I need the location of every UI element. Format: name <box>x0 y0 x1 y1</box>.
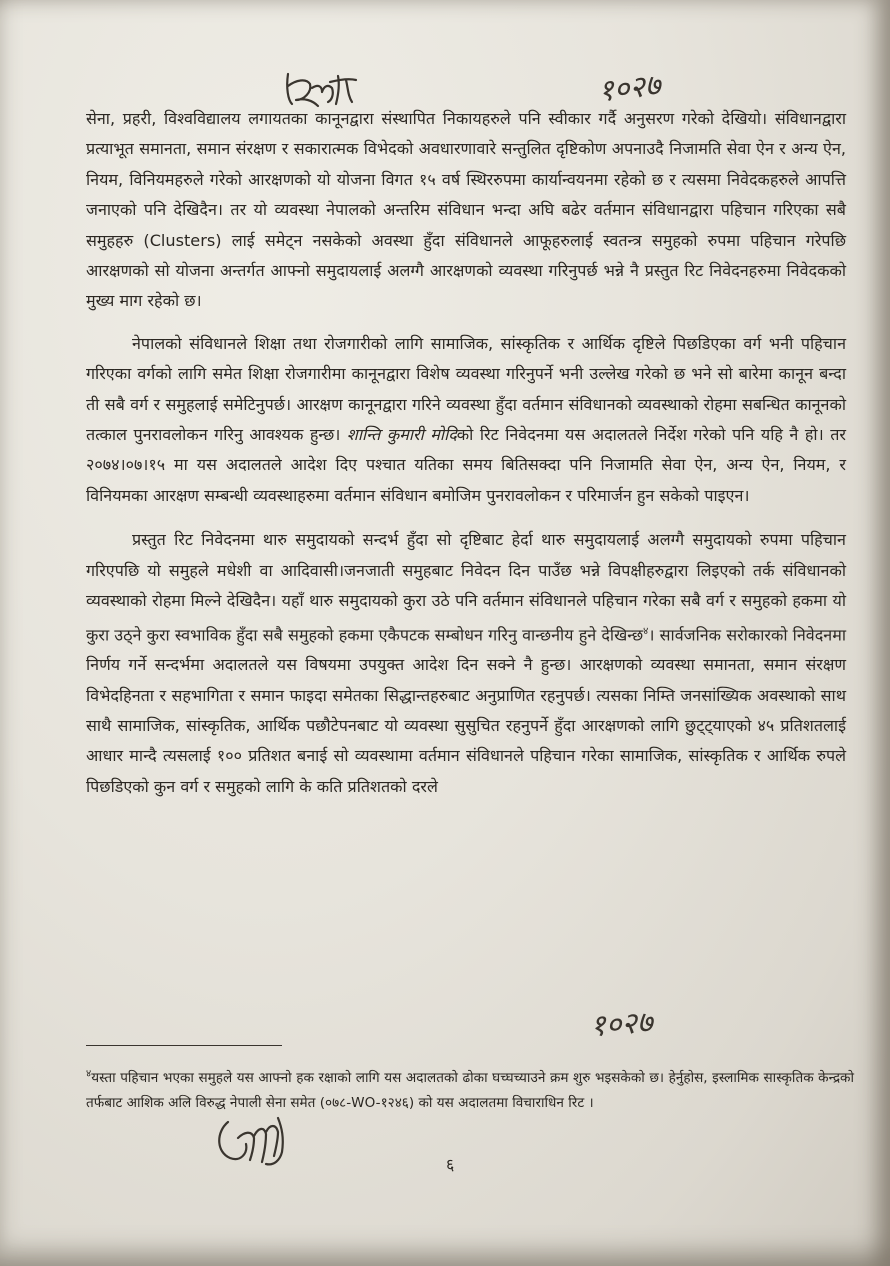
footnote-text: यस्ता पहिचान भएका समुहले यस आफ्नो हक रक्षाको लागि यस अदालतको ढोका घच्घच्याउने क्रम शुरु भइसकेको छ। हेर्नुहोस, इस्लामिक सास्कृतिक केन्द्रको तर्फबाट आशिक अलि विरुद्ध नेपाली सेना समेत (०७८-WO-१२४६) को यस अदालतमा विचाराधिन रिट । <box>86 1070 855 1111</box>
paragraph-2-text: नेपालको संविधानले शिक्षा तथा रोजगारीको लागि सामाजिक, सांस्कृतिक र आर्थिक दृष्टिले पिछडिएका वर्ग भनी पहिचान गरिएका वर्गको लागि समेत शिक्षा रोजगारीमा कानूनद्वारा विशेष व्यवस्था गरिनुपर्ने भनी उल्लेख गरेको छ भने सो बारेमा कानून बन्दा ती सबै वर्ग र समुहलाई समेटिनुपर्छ। आरक्षण कानूनद्वारा गरिने व्यवस्था हुँदा वर्तमान संविधानको व्यवस्थाको रोहमा सबन्धित कानूनको तत्काल पुनरावलोकन गरिनु आवश्यक हुन्छ। <box>86 333 847 445</box>
footnote-divider <box>86 1045 282 1046</box>
page-number: ६ <box>446 1155 455 1174</box>
paragraph-2 <box>86 329 846 511</box>
handwritten-page-number-top: १०२७ <box>596 67 663 110</box>
footnote-marker: ४ <box>86 1068 92 1080</box>
footnote-reference: ४ <box>643 625 649 637</box>
paragraph-3-continued: सार्वजनिक सरोकारको निवेदनमा निर्णय गर्ने सन्दर्भमा अदालतले यस विषयमा उपयुक्त आदेश दिन सक्ने नै हुन्छ। आरक्षणको व्यवस्था समानता, समान संरक्षण विभेदहिनता र सहभागिता र समान फाइदा समेतका सिद्धान्तहरुबाट अनुप्राणित रहनुपर्छ। त्यसका निम्ति जनसांख्यिक अवस्थाको साथ साथै सामाजिक, सांस्कृतिक, आर्थिक पछौटेपनबाट यो व्यवस्था सुसुचित रहनुपर्ने हुँदा आरक्षणको लागि छुट्ट्याएको ४५ प्रतिशतलाई आधार मान्दै त्यसलाई १०० प्रतिशत बनाई सो व्यवस्थामा वर्तमान संविधानले पहिचान गरेका सामाजिक, सांस्कृतिक र आर्थिक रुपले पिछडिएको कुन वर्ग र समुहको लागि के कति प्रतिशतको दरले <box>86 624 847 796</box>
paragraph-2-continued: को रिट निवेदनमा यस अदालतले निर्देश गरेको पनि यहि नै हो। तर २०७४।०७।१५ मा यस अदालतले आदेश दिए पश्चात यतिका समय बितिसक्दा पनि निजामति सेवा ऐन, अन्य ऐन, नियम, र विनियमका आरक्षण सम्बन्धी व्यवस्थाहरुमा वर्तमान संविधान बमोजिम पुनरावलोकन र परिमार्जन हुन सकेको पाइएन। <box>86 425 846 505</box>
handwritten-page-number-bottom: १०२७ <box>588 1004 654 1045</box>
handwritten-signature <box>208 1102 298 1172</box>
paragraph-3: प्रस्तुत रिट निवेदनमा थारु समुदायको सन्दर्भ हुँदा सो दृष्टिबाट हेर्दा थारु समुदायलाई अलग्गै समुदायको रुपमा पहिचान गरिएपछि यो समुहले मधेशी वा आदिवासी।जनजाती समुहबाट निवेदन दिन पाउँछ भन्ने विपक्षीहरुद्वारा लिइएको तर्क संविधानको व्यवस्थाको रोहमा मिल्ने देखिदैन। यहाँ थारु समुदायको कुरा उठे पनि वर्तमान संविधानले पहिचान गरेका सबै वर्ग र समुहको हकमा यो कुरा उठ्ने कुरा स्वभाविक हुँदा सबै समुहको हकमा एकैपटक सम्बोधन गरिनु वान्छनीय हुने देखिन्छ$^४$। सार्वजनिक सरोकारको निवेदनमा निर्णय गर्ने सन्दर्भमा अदालतले यस विषयमा उपयुक्त आदेश दिन सक्ने नै हुन्छ। आरक्षणको व्यवस्था समानता, समान संरक्षण विभेदहिनता र सहभागिता र समान फाइदा समेतका सिद्धान्तहरुबाट अनुप्राणित रहनुपर्छ। त्यसका निम्ति जनसांख्यिक अवस्थाको साथ साथै सामाजिक, सांस्कृतिक, आर्थिक पछौटेपनबाट यो व्यवस्था सुसुचित रहनुपर्ने हुँदा आरक्षणको लागि छुट्ट्याएको ४५ प्रतिशतलाई आधार मान्दै त्यसलाई १०० प्रतिशत बनाई सो व्यवस्थामा वर्तमान संविधानले पहिचान गरेका सामाजिक, सांस्कृतिक र आर्थिक रुपले पिछडिएको कुन वर्ग र समुहको लागि के कति प्रतिशतको दरले <box>86 530 847 796</box>
paragraph-3-text: प्रस्तुत रिट निवेदनमा थारु समुदायको सन्दर्भ हुँदा सो दृष्टिबाट हेर्दा थारु समुदायलाई अलग्गै समुदायको रुपमा पहिचान गरिएपछि यो समुहले मधेशी वा आदिवासी।जनजाती समुहबाट निवेदन दिन पाउँछ भन्ने विपक्षीहरुद्वारा लिइएको तर्क संविधानको व्यवस्थाको रोहमा मिल्ने देखिदैन। यहाँ थारु समुदायको कुरा उठे पनि वर्तमान संविधानले पहिचान गरेका सबै वर्ग र समुहको हकमा यो कुरा उठ्ने कुरा स्वभाविक हुँदा सबै समुहको हकमा एकैपटक सम्बोधन गरिनु वान्छनीय हुने देखिन्छ <box>86 530 846 644</box>
paragraph-1: सेना, प्रहरी, विश्वविद्यालय लगायतका कानूनद्वारा संस्थापित निकायहरुले पनि स्वीकार गर्दै अनुसरण गरेको देखियो। संविधानद्वारा प्रत्याभूत समानता, समान संरक्षण र सकारात्मक विभेदको अवधारणावारे सन्तुलित दृष्टिकोण अपनाउदै निजामति सेवा ऐन र अन्य ऐन, नियम, विनियमहरुले गरेको आरक्षणको यो योजना विगत १५ वर्ष स्थिररुपमा कार्यान्वयनमा रहेको छ र त्यसमा निवेदकहरुले आपत्ति जनाएको पनि देखिदैन। तर यो व्यवस्था नेपालको अन्तरिम संविधान भन्दा अघि बढेर वर्तमान संविधानद्वारा पहिचान गरिएका सबै समुहहरु (Clusters) लाई समेट्न नसकेको अवस्था हुँदा संविधानले आफूहरुलाई स्वतन्त्र समुहको रुपमा पहिचान गरेपछि आरक्षणको सो योजना अन्तर्गत आफ्नो समुदायलाई अलग्गै आरक्षणको व्यवस्था गरिनुपर्छ भन्ने नै प्रस्तुत रिट निवेदनहरुमा निवेदकको मुख्य माग रहेको छ। <box>86 109 846 311</box>
main-text <box>86 104 846 816</box>
petitioner-name: शान्ति कुमारी मोदि <box>346 425 457 445</box>
footnote <box>86 1066 854 1115</box>
